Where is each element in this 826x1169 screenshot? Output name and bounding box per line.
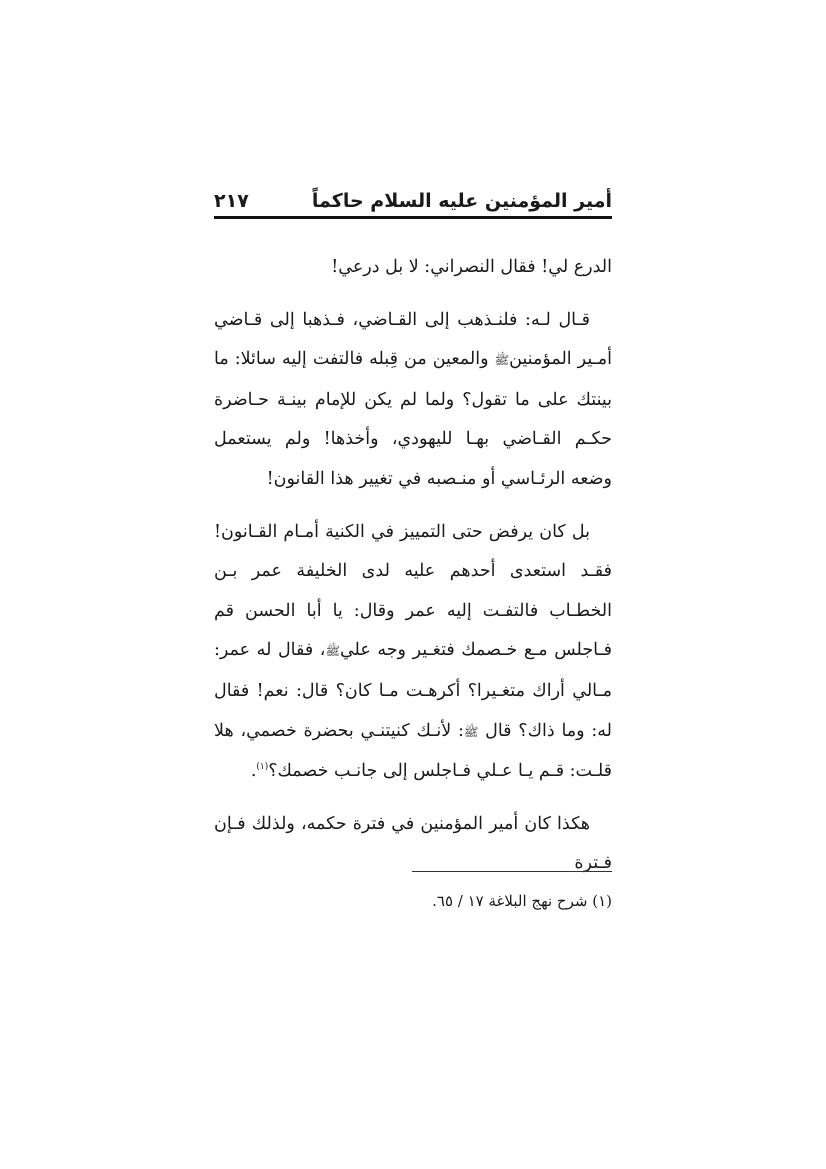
footnote: (١) شرح نهج البلاغة ١٧ / ٦٥. bbox=[432, 892, 612, 910]
blessing-glyph: ﷺ bbox=[325, 644, 340, 659]
footnote-divider bbox=[412, 871, 612, 872]
paragraph-4 bbox=[214, 805, 612, 884]
paragraph-4-text: هكذا كان أمير المؤمنين في فترة حكمه، ولذلك فـإن فـترة bbox=[214, 813, 612, 874]
page-header bbox=[214, 187, 612, 215]
paragraph-3-text-a: بل كان يرفض حتى التمييز في الكنية أمـام القـانون! فقـد استعدى أحدهم عليه لدى الخليفة عمر بـن الخطـاب فالتفـت إليه عمر وقال: يا أبا الحسن قم فـاجلس مـع خـصمك فتغـير وجه علي bbox=[214, 521, 612, 661]
paragraph-3-text-b: ، فقال له عمر: مـالي أراك متغـيرا؟ أكرهـت مـا كان؟ قال: نعم! فقال له: وما ذاك؟ قال bbox=[214, 640, 612, 741]
paragraph-1 bbox=[214, 248, 612, 288]
paragraph-3 bbox=[214, 513, 612, 792]
footnote-reference[interactable]: (١) bbox=[256, 762, 269, 773]
paragraph-1-text: الدرع لي! فقال النصراني: لا بل درعي! bbox=[331, 257, 612, 277]
paragraph-2-text-a: قـال لـه: فلنـذهب إلى القـاضي، فـذهبا إلى قـاضي أمـير المؤمنين bbox=[214, 309, 612, 370]
main-text bbox=[214, 248, 612, 897]
blessing-glyph: ﷺ bbox=[463, 724, 479, 739]
header-divider bbox=[214, 216, 612, 219]
paragraph-3-end: . bbox=[250, 761, 257, 782]
paragraph-3-text-c: : لأنـك كنيتنـي بحضرة خصمي، هلا قلـت: قـم يـا عـلي فـاجلس إلى جانـب خصمك؟ bbox=[214, 720, 612, 782]
page-number: ٢١٧ bbox=[214, 190, 249, 212]
paragraph-2 bbox=[214, 301, 612, 500]
running-title: أمير المؤمنين عليه السلام حاكماً bbox=[311, 190, 612, 212]
paragraph-2-text-b: والمعين من قِبله فالتفت إليه سائلا: ما بينتك على ما تقول؟ ولما لم يكن للإمام بينـة حـاضرة حكـم القـاضي بهـا لليهودي، وأخذها! ولم يستعمل وضعه الرئـاسي أو منـصبه في تغيير هذا القانون! bbox=[214, 349, 612, 489]
blessing-glyph: ﷺ bbox=[494, 353, 510, 368]
